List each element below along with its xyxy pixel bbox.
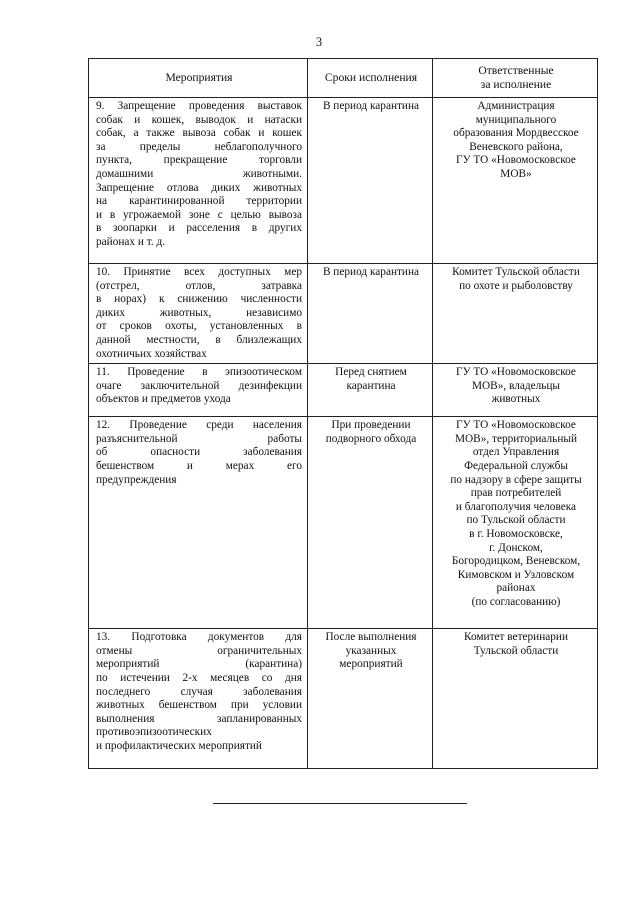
responsible-line: МОВ», владельцы <box>471 379 561 392</box>
measure-line: и профилактических мероприятий <box>96 739 262 752</box>
measure-cell <box>89 417 308 629</box>
measure-line: по истечении 2-х месяцев со дня <box>96 671 302 684</box>
responsible-line: Федеральной службы <box>464 459 568 472</box>
measures-table <box>88 58 598 769</box>
responsible-line: МОВ» <box>500 167 532 180</box>
responsible-line: муниципального <box>475 113 557 126</box>
deadline-line: мероприятий <box>339 658 403 671</box>
measure-line: и в угрожаемой зоне с целью вывоза <box>96 208 302 221</box>
measure-line: за пределы неблагополучного <box>96 140 302 153</box>
measure-cell <box>89 264 308 364</box>
header-responsible <box>433 59 598 98</box>
responsible-line: в г. Новомосковске, <box>469 527 563 540</box>
measure-line: в норах) к снижению численности <box>96 293 302 306</box>
header-measures: Мероприятия <box>89 59 308 98</box>
deadline-cell <box>308 264 433 364</box>
responsible-cell <box>433 629 598 769</box>
deadline-cell <box>308 364 433 417</box>
measure-line: об опасности заболевания <box>96 446 302 459</box>
measure-line: 10. Принятие всех доступных мер <box>96 266 302 278</box>
responsible-cell <box>433 364 598 417</box>
responsible-cell <box>433 264 598 364</box>
responsible-line: по охоте и рыболовству <box>459 279 573 292</box>
measure-line: 11. Проведение в эпизоотическом <box>96 366 302 379</box>
measure-line: охотничьих хозяйствах <box>96 347 207 360</box>
responsible-line: Богородицком, Веневском, <box>451 555 581 568</box>
responsible-line: Кимовском и Узловском <box>457 568 575 581</box>
deadline-line: При проведении <box>331 419 411 432</box>
responsible-line: ГУ ТО «Новомосковское <box>456 154 576 167</box>
responsible-line: Комитет Тульской области <box>452 266 580 278</box>
measure-line: 13. Подготовка документов для <box>96 631 302 644</box>
measure-cell <box>89 629 308 769</box>
responsible-line: (по согласованию) <box>471 595 561 608</box>
responsible-cell <box>433 98 598 264</box>
measure-line: последнего случая заболевания <box>96 685 302 698</box>
table-header-row <box>89 59 598 98</box>
measure-line: предупреждения <box>96 473 177 486</box>
deadline-line: В период карантина <box>322 266 420 278</box>
header-responsible-line: Ответственные <box>478 64 554 78</box>
measure-line: (отстрел, отлов, затравка <box>96 279 302 292</box>
measure-line: пункта, прекращение торговли <box>96 154 302 167</box>
table-row <box>89 98 598 264</box>
responsible-line: г. Донском, <box>489 541 543 554</box>
responsible-line: Веневского района, <box>469 140 563 153</box>
measure-line: в зоопарки и расселения в других <box>96 222 302 235</box>
measure-line: 12. Проведение среди населения <box>96 419 302 432</box>
measure-line: на карантинированной территории <box>96 195 302 208</box>
measure-line: домашними животными. <box>96 167 302 180</box>
measure-cell <box>89 98 308 264</box>
deadline-line: Перед снятием <box>335 366 407 379</box>
deadline-line: карантина <box>346 379 396 392</box>
measure-line: от сроков охоты, установленных в <box>96 320 302 333</box>
responsible-line: Администрация <box>477 100 555 112</box>
responsible-line: по Тульской области <box>466 514 566 527</box>
deadline-line: В период карантина <box>322 100 420 112</box>
page-number: 3 <box>315 35 323 49</box>
table-row <box>89 629 598 769</box>
measure-line: разъяснительной работы <box>96 432 302 445</box>
responsible-line: по надзору в сфере защиты <box>450 473 582 486</box>
header-deadline: Сроки исполнения <box>308 59 433 98</box>
deadline-line: подворного обхода <box>325 432 417 445</box>
measure-line: собак, а также вывоза собак и кошек <box>96 127 302 140</box>
responsible-line: Комитет ветеринарии <box>463 631 569 644</box>
responsible-line: Тульской области <box>473 644 559 657</box>
measure-line: животных бешенством при условии <box>96 699 302 712</box>
responsible-line: отдел Управления <box>472 446 560 459</box>
deadline-line: После выполнения <box>325 631 417 644</box>
measure-line: противоэпизоотических <box>96 726 212 739</box>
responsible-cell <box>433 417 598 629</box>
measure-line: районах и т. д. <box>96 235 166 248</box>
measure-line: объектов и предметов ухода <box>96 393 231 406</box>
responsible-line: прав потребителей <box>470 487 562 500</box>
responsible-line: ГУ ТО «Новомосковское <box>456 366 576 379</box>
measure-line: Запрещение отлова диких животных <box>96 181 302 194</box>
measure-cell <box>89 364 308 417</box>
responsible-line: образования Мордвесское <box>453 127 579 140</box>
measure-line: 9. Запрещение проведения выставок <box>96 100 302 112</box>
deadline-cell <box>308 629 433 769</box>
measure-line: выполнения запланированных <box>96 712 302 725</box>
measure-line: собак и кошек, выводок и натаски <box>96 113 302 126</box>
responsible-line: ГУ ТО «Новомосковское <box>456 419 576 432</box>
table-row <box>89 417 598 629</box>
table-row <box>89 364 598 417</box>
measure-line: мероприятий (карантина) <box>96 658 302 671</box>
measure-line: бешенством и мерах его <box>96 459 302 472</box>
deadline-line: указанных <box>345 644 397 657</box>
measure-line: отмены ограничительных <box>96 644 302 657</box>
responsible-line: районах <box>496 582 536 595</box>
measure-line: данной местности, в близлежащих <box>96 333 302 346</box>
responsible-line: животных <box>491 393 541 406</box>
table-row <box>89 264 598 364</box>
measure-line: очаге заключительной дезинфекции <box>96 379 302 392</box>
responsible-line: МОВ», территориальный <box>454 432 578 445</box>
responsible-line: и благополучия человека <box>455 500 577 513</box>
deadline-cell <box>308 417 433 629</box>
measure-line: диких животных, независимо <box>96 306 302 319</box>
header-responsible-line: за исполнение <box>480 78 552 91</box>
signature-line <box>213 803 467 804</box>
deadline-cell <box>308 98 433 264</box>
